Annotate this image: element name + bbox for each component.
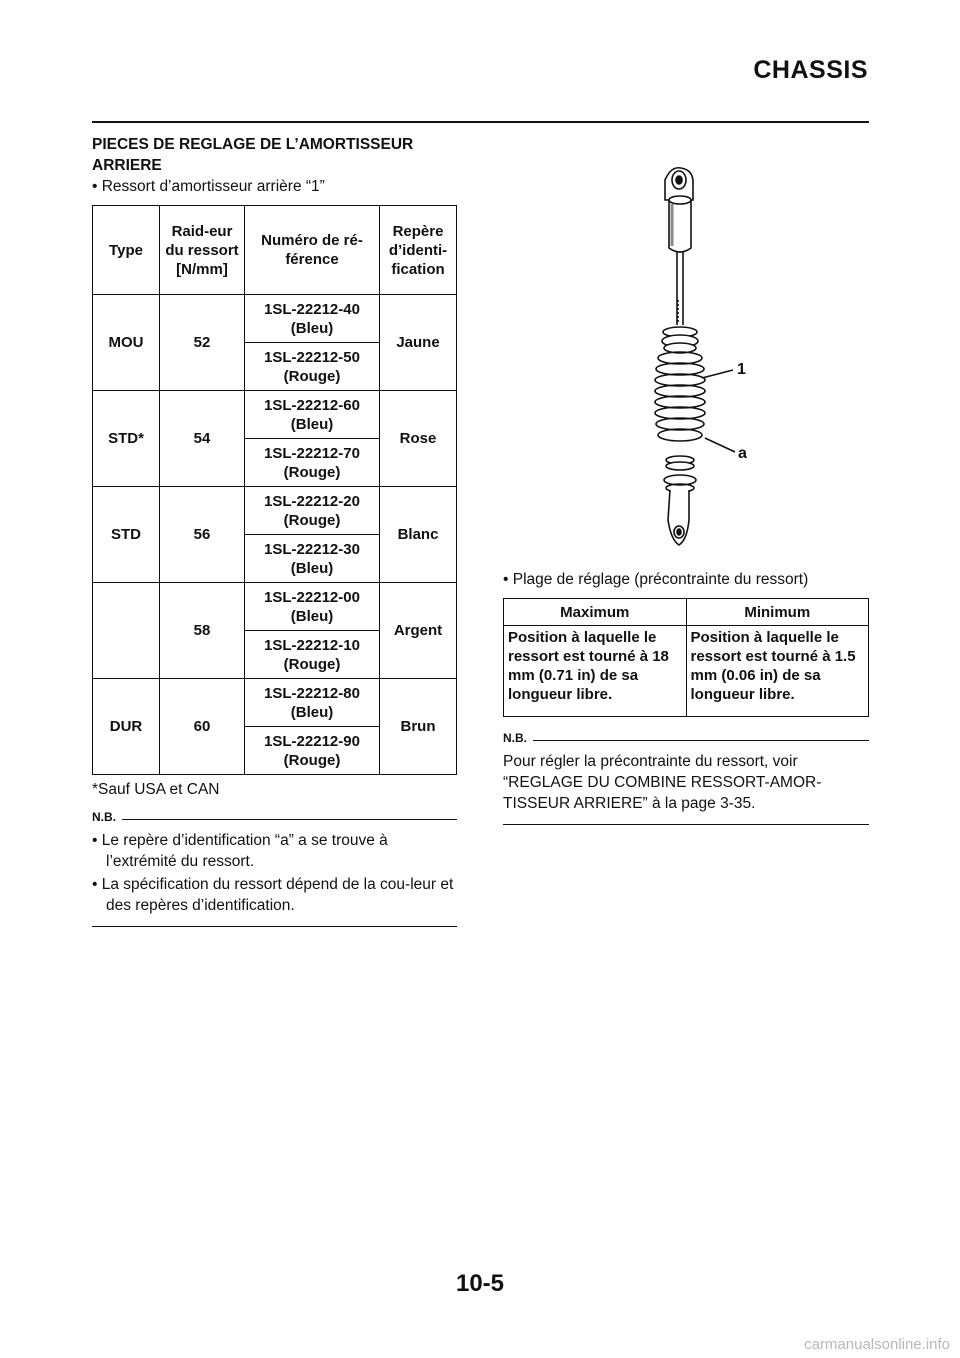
col-header-max: Maximum (504, 599, 687, 626)
cell-ref: 1SL-22212-50 (Rouge) (245, 343, 380, 391)
col-header-min: Minimum (686, 599, 869, 626)
cell-mark: Brun (380, 679, 457, 775)
col-header-ref: Numéro de ré-férence (245, 206, 380, 295)
shock-absorber-illustration (503, 160, 869, 565)
cell-type: STD (93, 487, 160, 583)
cell-rate: 60 (160, 679, 245, 775)
adjust-range-table (503, 598, 869, 717)
cell-ref: 1SL-22212-60 (Bleu) (245, 391, 380, 439)
cell-type: MOU (93, 295, 160, 391)
cell-mark: Blanc (380, 487, 457, 583)
col-header-type: Type (93, 206, 160, 295)
spring-spec-table (92, 205, 457, 775)
cell-ref: 1SL-22212-90 (Rouge) (245, 727, 380, 775)
page-number: 10-5 (455, 1270, 505, 1297)
cell-ref: 1SL-22212-80 (Bleu) (245, 679, 380, 727)
right-column (503, 160, 869, 825)
cell-ref: 1SL-22212-20 (Rouge) (245, 487, 380, 535)
cell-ref: 1SL-22212-00 (Bleu) (245, 583, 380, 631)
cell-rate: 52 (160, 295, 245, 391)
shock-absorber-figure (503, 160, 869, 565)
nb-list-left (92, 830, 457, 916)
nb-header-left (92, 810, 457, 824)
table-row (93, 391, 457, 439)
list-item: • La spécification du ressort dépend de la cou-leur et des repères d’identification. (92, 876, 454, 914)
range-title: • Plage de réglage (précontrainte du ressort) (503, 571, 809, 588)
nb-text-right: Pour régler la précontrainte du ressort, voir “REGLAGE DU COMBINE RESSORT-AMOR-TISSEUR ARRIERE” à la page 3-35. (503, 753, 822, 812)
cell-rate: 54 (160, 391, 245, 487)
header-rule (92, 121, 869, 123)
table-row (93, 295, 457, 343)
nb-label: N.B. (503, 731, 527, 745)
list-item: • Le repère d’identification “a” a se trouve à l’extrémité du ressort. (92, 832, 388, 870)
cell-ref: 1SL-22212-10 (Rouge) (245, 631, 380, 679)
cell-ref: 1SL-22212-30 (Bleu) (245, 535, 380, 583)
table-row (93, 679, 457, 727)
col-header-rate: Raid-eur du ressort [N/mm] (160, 206, 245, 295)
nb-header-right (503, 731, 869, 745)
page-header-title: CHASSIS (753, 56, 868, 84)
cell-mark: Argent (380, 583, 457, 679)
left-column (92, 134, 457, 927)
cell-max: Position à laquelle le ressort est tourné à 18 mm (0.71 in) de sa longueur libre. (504, 626, 687, 717)
cell-type: DUR (93, 679, 160, 775)
nb-end-rule (92, 926, 457, 927)
cell-rate: 58 (160, 583, 245, 679)
table-row (504, 626, 869, 717)
col-header-mark: Repère d’identi-fication (380, 206, 457, 295)
spring-bullet: • Ressort d’amortisseur arrière “1” (92, 178, 325, 195)
nb-label: N.B. (92, 810, 116, 824)
callout-1: 1 (737, 361, 746, 378)
callout-a: a (738, 445, 747, 462)
cell-rate: 56 (160, 487, 245, 583)
nb-end-rule (503, 824, 869, 825)
cell-ref: 1SL-22212-70 (Rouge) (245, 439, 380, 487)
table-row (93, 583, 457, 631)
section-title: PIECES DE REGLAGE DE L’AMORTISSEUR ARRIERE (92, 136, 414, 174)
watermark: carmanualsonline.info (804, 1336, 950, 1353)
cell-min: Position à laquelle le ressort est tourné à 1.5 mm (0.06 in) de sa longueur libre. (686, 626, 869, 717)
nb-rule (533, 740, 869, 741)
cell-mark: Jaune (380, 295, 457, 391)
cell-mark: Rose (380, 391, 457, 487)
cell-type (93, 583, 160, 679)
cell-ref: 1SL-22212-40 (Bleu) (245, 295, 380, 343)
nb-rule (122, 819, 457, 820)
table-row (93, 487, 457, 535)
table-footnote: *Sauf USA et CAN (92, 781, 220, 798)
cell-type: STD* (93, 391, 160, 487)
